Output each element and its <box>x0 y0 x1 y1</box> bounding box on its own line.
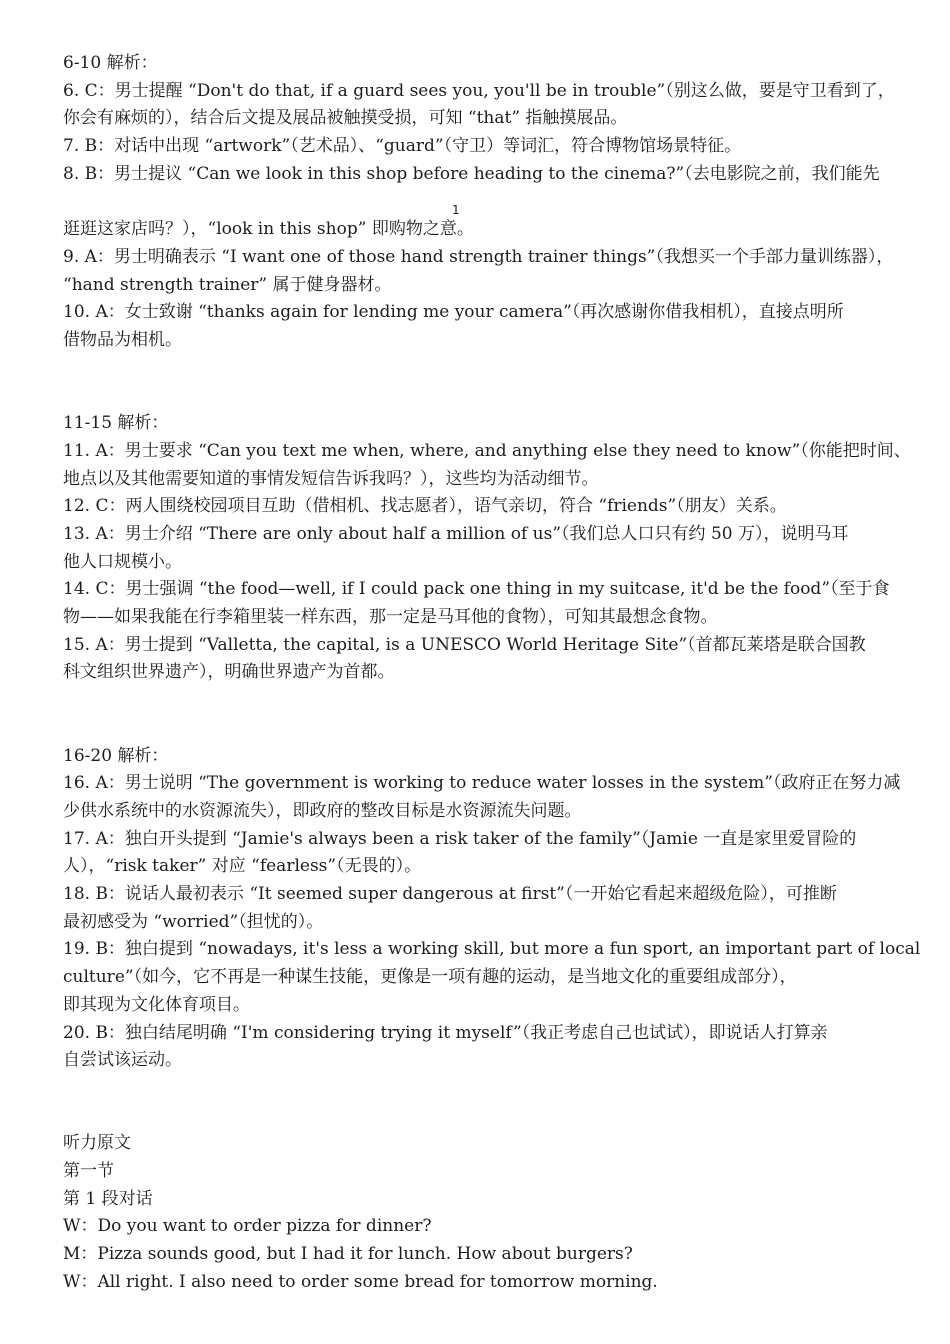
answer-20-line-1: 20. B：独白结尾明确 “I'm considering trying it myself”（我正考虑自己也试试），即说话人打算亲 <box>63 1022 828 1043</box>
answer-17-line-2: 人），“risk taker” 对应 “fearless”（无畏的）。 <box>63 856 422 877</box>
answer-19-line-1: 19. B：独白提到 “nowadays, it's less a working skill, but more a fun sport, an important part of local <box>63 939 921 960</box>
answer-9-line-2: “hand strength trainer” 属于健身器材。 <box>63 274 392 295</box>
answer-12: 12. C：两人围绕校园项目互助（借相机、找志愿者），语气亲切，符合 “friends”（朋友）关系。 <box>63 496 787 517</box>
answer-19-line-3: 即其现为文化体育项目。 <box>63 994 250 1015</box>
answer-14-line-1: 14. C：男士强调 “the food—well, if I could pack one thing in my suitcase, it'd be the food”（至于食 <box>63 579 890 600</box>
answer-17-line-1: 17. A：独白开头提到 “Jamie's always been a risk taker of the family”（Jamie 一直是家里爱冒险的 <box>63 828 857 849</box>
dialogue-line-w-2: W：All right. I also need to order some bread for tomorrow morning. <box>63 1271 658 1292</box>
answer-16-line-2: 少供水系统中的水资源流失），即政府的整改目标是水资源流失问题。 <box>63 800 582 821</box>
spacer <box>63 687 893 715</box>
answer-19-line-2: culture”（如今，它不再是一种谋生技能，更像是一项有趣的运动，是当地文化的重要组成部分）， <box>63 967 797 988</box>
answer-9-line-1: 9. A：男士明确表示 “I want one of those hand strength trainer things”（我想买一个手部力量训练器）， <box>63 246 894 267</box>
dialogue-1-heading: 第 1 段对话 <box>63 1188 153 1209</box>
section-heading-11-15: 11-15 解析： <box>63 413 169 434</box>
answer-13-line-2: 他人口规模小。 <box>63 551 182 572</box>
answer-11-line-2: 地点以及其他需要知道的事情发短信告诉我吗？），这些均为活动细节。 <box>63 468 599 489</box>
spacer <box>63 715 893 743</box>
answer-10-line-1: 10. A：女士致谢 “thanks again for lending me your camera”（再次感谢你借我相机），直接点明所 <box>63 302 844 323</box>
answer-18-line-1: 18. B：说话人最初表示 “It seemed super dangerous at first”（一开始它看起来超级危险），可推断 <box>63 884 837 905</box>
answer-11-line-1: 11. A：男士要求 “Can you text me when, where, and anything else they need to know”（你能把时间、 <box>63 440 911 461</box>
answer-13-line-1: 13. A：男士介绍 “There are only about half a million of us”（我们总人口只有约 50 万），说明马耳 <box>63 523 849 544</box>
answer-10-line-2: 借物品为相机。 <box>63 330 182 351</box>
answer-16-line-1: 16. A：男士说明 “The government is working to reduce water losses in the system”（政府正在努力减 <box>63 773 901 794</box>
answer-6-line-1: 6. C：男士提醒 “Don't do that, if a guard sees you, you'll be in trouble”（别这么做，要是守卫看到了， <box>63 80 895 101</box>
transcript-section-heading: 第一节 <box>63 1161 114 1182</box>
dialogue-line-m-1: M：Pizza sounds good, but I had it for lunch. How about burgers? <box>63 1244 633 1265</box>
section-heading-16-20: 16-20 解析： <box>63 745 169 766</box>
answer-14-line-2: 物——如果我能在行李箱里装一样东西，那一定是马耳他的食物），可知其最想念食物。 <box>63 607 718 628</box>
spacer <box>63 355 893 383</box>
answer-8-line-2: 逛逛这家店吗？），“look in this shop” 即购物之意。 <box>63 219 474 240</box>
page-break-gap <box>63 189 893 217</box>
spacer <box>63 1103 893 1131</box>
answer-8-line-1: 8. B：男士提议 “Can we look in this shop before heading to the cinema?”（去电影院之前，我们能先 <box>63 163 880 184</box>
page-number: 1 <box>452 203 460 217</box>
document-body <box>63 50 921 1297</box>
answer-18-line-2: 最初感受为 “worried”（担忧的）。 <box>63 911 324 932</box>
answer-7: 7. B：对话中出现 “artwork”（艺术品）、“guard”（守卫）等词汇，符合博物馆场景特征。 <box>63 136 742 157</box>
answer-6-line-2: 你会有麻烦的），结合后文提及展品被触摸受损，可知 “that” 指触摸展品。 <box>63 108 628 129</box>
answer-20-line-2: 自尝试该运动。 <box>63 1050 182 1071</box>
answer-15-line-1: 15. A：男士提到 “Valletta, the capital, is a UNESCO World Heritage Site”（首都瓦莱塔是联合国教 <box>63 634 866 655</box>
transcript-heading: 听力原文 <box>63 1133 131 1154</box>
spacer <box>63 1075 893 1103</box>
dialogue-line-w-1: W：Do you want to order pizza for dinner? <box>63 1216 432 1237</box>
answer-15-line-2: 科文组织世界遗产），明确世界遗产为首都。 <box>63 662 395 683</box>
spacer <box>63 382 893 410</box>
section-heading-6-10: 6-10 解析： <box>63 53 158 73</box>
